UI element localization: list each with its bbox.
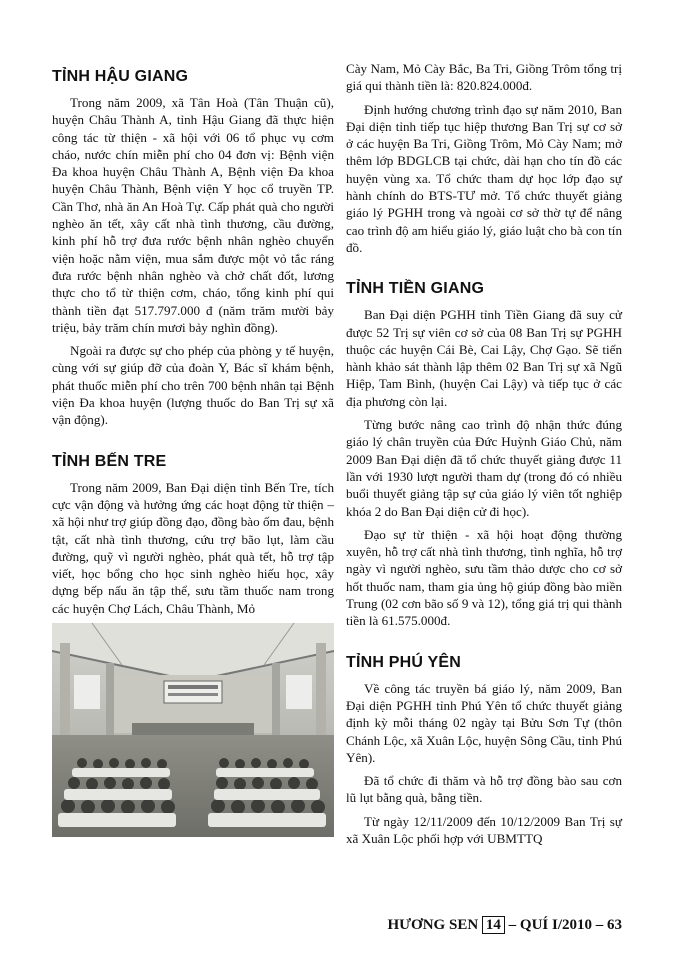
paragraph: Ban Đại diện PGHH tỉnh Tiền Giang đã suy cử được 52 Trị sự viên cơ sở của 08 Ban Trị sự PGHH thuộc các huyện Cái Bè, Cai Lậy, Chợ Gạo. Sẽ tiến hành khảo sát thành lập thêm 02 Ban Trị sự xã Ngũ Hiệp, Tam Bình, (huyện Cai Lậy) và tiếp tục ở các địa phương còn lại. xyxy=(346,307,622,409)
paragraph: Về công tác truyền bá giáo lý, năm 2009, Ban Đại diện PGHH tỉnh Phú Yên tổ chức thuyết giảng định kỳ mỗi tháng 02 ngày tại Bửu Sơn Tự (thôn Chánh Lộc, xã Xuân Lộc, huyện Sông Cầu, tỉnh Phú Yên). xyxy=(346,680,622,765)
paragraph: Đã tổ chức đi thăm và hỗ trợ đồng bào sau cơn lũ lụt bằng quà, bằng tiền. xyxy=(346,773,622,806)
paragraph: Trong năm 2009, Ban Đại diện tỉnh Bến Tre, tích cực vận động và hưởng ứng các hoạt động từ thiện – xã hội như trợ giúp đồng đạo, đồng bào ốm đau, bệnh tật, cất nhà tình thương, cứu trợ bão lụt, làm cầu đường, quỹ vì người nghèo, phát quà tết, hỗ trợ tập viết, học bổng cho học sinh nghèo hiếu học, xây dựng bếp nấu ăn tập thể, sưu tầm thuốc nam trong các huyện Chợ Lách, Châu Thành, Mỏ xyxy=(52,479,334,616)
heading-hau-giang: TỈNH HẬU GIANG xyxy=(52,68,189,85)
left-column xyxy=(52,60,334,837)
paragraph: Cày Nam, Mỏ Cày Bắc, Ba Tri, Giồng Trôm tổng trị giá qui thành tiền là: 820.824.000đ. xyxy=(346,61,622,94)
heading-phu-yen: TỈNH PHÚ YÊN xyxy=(346,653,462,671)
paragraph: Định hướng chương trình đạo sự năm 2010, Ban Đại diện tỉnh tiếp tục hiệp thương Ban Trị sự cơ sở ở các huyện Ba Tri, Giồng Trôm, Mỏ Cày Nam; mở thêm lớp BDGLCB tại chức, dài hạn cho tín đồ các huyện vùng xa. Tổ chức tham dự học lớp đạo sự hành chính do BTS-TƯ mở. Tổ chức thuyết giảng giáo lý PGHH trong và ngoài cơ sở thờ tự để nâng cao trình độ am hiểu giáo lý, giáo luật cho bà con tín đồ. xyxy=(346,101,622,255)
paragraph: Trong năm 2009, xã Tân Hoà (Tân Thuận cũ), huyện Châu Thành A, tỉnh Hậu Giang đã thực hiện công tác từ thiện - xã hội với 06 tổ phục vụ cơm cháo, nước chín miễn phí cho 04 đơn vị: Bệnh viện Đa khoa huyện Châu Thành A, Bệnh viện Đa khoa huyện Châu Thành, Bệnh viện Y học cổ truyền TP. Cần Thơ, nhà ăn An Hoà Tự. Cấp phát quà cho người nghèo ăn tết, xây cất nhà tình thương, cầu đường, kinh phí hỗ trợ đưa rước bệnh nhân nghèo chuyển viện hoặc nằm viện, mua sắm được một vỏ tắc ráng đưa rước bệnh nhân nghèo và chở chất đốt, lương thực cho tổ từ thiện cơm, cháo, tổng kinh phí qui thành tiền đạt 517.797.000 đ (năm trăm mười bảy triệu, bảy trăm chín mươi bảy nghìn đồng). xyxy=(52,95,334,335)
paragraph: Ngoài ra được sự cho phép của phòng y tế huyện, cùng với sự giúp đỡ của đoàn Y, Bác sĩ khám bệnh, phát thuốc miễn phí cho trên 700 bệnh nhân tại Bệnh viện Đa khoa huyện (lượng thuốc do Ban Trị sự xã vận động). xyxy=(52,343,334,428)
paragraph: Từng bước nâng cao trình độ nhận thức đúng giáo lý chân truyền của Đức Huỳnh Giáo Chủ, năm 2009 Ban Đại diện đã tổ chức thuyết giảng được 11 lần với 1930 lượt người tham dự (trong đó có nhiều buổi thuyết giảng tập sự của giáo lý viên tốt nghiệp khóa 2 do Ban Đại diện cử đi học). xyxy=(346,417,622,519)
publication-name: HƯƠNG SEN xyxy=(387,917,479,933)
issue-number-box: 14 xyxy=(482,916,505,934)
paragraph: Đạo sự từ thiện - xã hội hoạt động thường xuyên, hỗ trợ cất nhà tình thương, tình nghĩa, hỗ trợ ngày vì người nghèo, sưu tầm thảo dược cho cơ sở hốt thuốc nam, tham gia ủng hộ giúp đồng bào miền Trung (02 cơn bão số 9 và 12), tổng giá trị qui thành tiền là 61.575.000đ. xyxy=(346,526,622,629)
issue-and-page: – QUÍ I/2010 – 63 xyxy=(508,917,622,933)
section-gap xyxy=(346,636,622,654)
heading-tien-giang: TỈNH TIỀN GIANG xyxy=(346,280,485,298)
section-gap xyxy=(52,435,334,453)
right-column xyxy=(346,60,622,853)
heading-ben-tre: TỈNH BẾN TRE xyxy=(52,452,167,470)
page-footer xyxy=(340,916,622,934)
paragraph: Từ ngày 12/11/2009 đến 10/12/2009 Ban Trị sự xã Xuân Lộc phối hợp với UBMTTQ xyxy=(346,813,622,846)
meeting-hall-photo xyxy=(52,623,334,837)
section-gap xyxy=(346,262,622,280)
meeting-hall-illustration xyxy=(52,623,334,837)
